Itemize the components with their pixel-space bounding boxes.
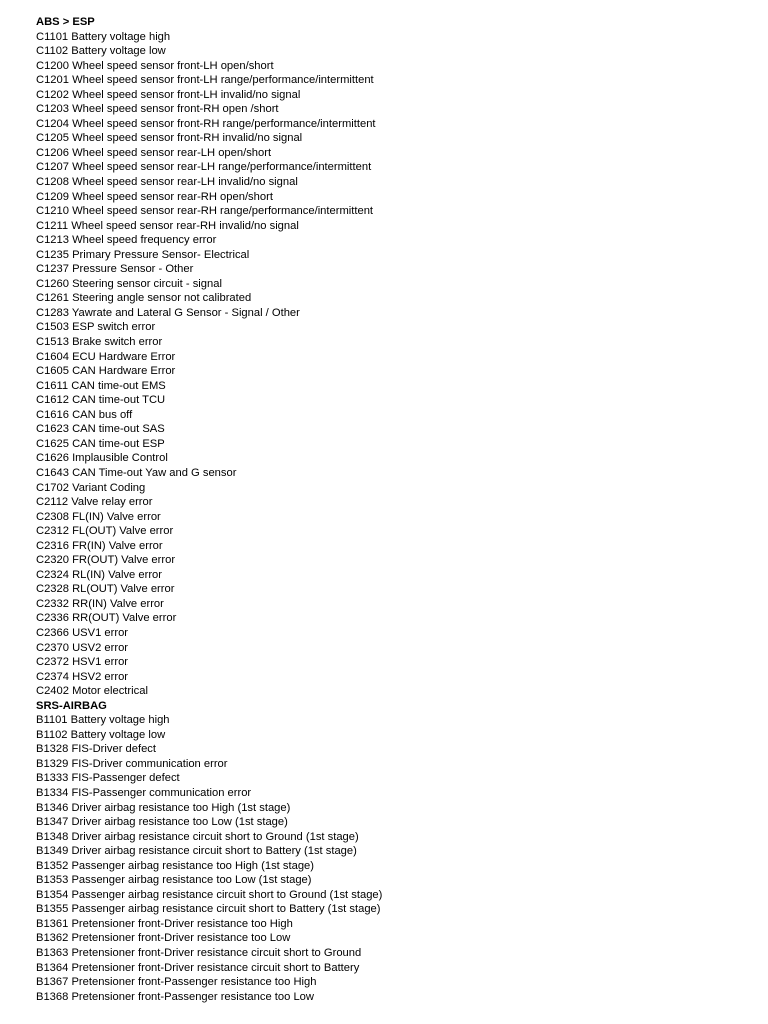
code-line: C1205 Wheel speed sensor front-RH invalid/no signal	[36, 132, 303, 145]
code-line: C1503 ESP switch error	[36, 321, 156, 334]
code-line: C1616 CAN bus off	[36, 408, 133, 421]
code-line: C2366 USV1 error	[36, 626, 129, 639]
code-line: C1203 Wheel speed sensor front-RH open /short	[36, 103, 279, 116]
code-line: C2308 FL(IN) Valve error	[36, 510, 161, 523]
code-line: C2372 HSV1 error	[36, 656, 129, 669]
code-line: B1329 FIS-Driver communication error	[36, 757, 228, 770]
code-line: C2328 RL(OUT) Valve error	[36, 583, 175, 596]
code-line: C2312 FL(OUT) Valve error	[36, 525, 174, 538]
code-line: C1213 Wheel speed frequency error	[36, 234, 217, 247]
code-line: B1102 Battery voltage low	[36, 728, 166, 741]
code-line: C2112 Valve relay error	[36, 496, 153, 509]
code-line: C1206 Wheel speed sensor rear-LH open/short	[36, 146, 272, 159]
code-line: B1349 Driver airbag resistance circuit short to Battery (1st stage)	[36, 845, 357, 858]
code-list	[36, 713, 756, 1004]
code-line: B1354 Passenger airbag resistance circuit short to Ground (1st stage)	[36, 888, 383, 901]
code-line: C1210 Wheel speed sensor rear-RH range/performance/intermittent	[36, 205, 374, 218]
code-list-document	[36, 15, 756, 1004]
code-line: C1235 Primary Pressure Sensor- Electrical	[36, 248, 250, 261]
code-line: C1283 Yawrate and Lateral G Sensor - Signal / Other	[36, 306, 300, 319]
code-line: C2316 FR(IN) Valve error	[36, 539, 163, 552]
code-line: C1202 Wheel speed sensor front-LH invalid/no signal	[36, 88, 301, 101]
code-line: C1209 Wheel speed sensor rear-RH open/short	[36, 190, 273, 203]
code-line: C2402 Motor electrical	[36, 685, 148, 698]
code-line: C1604 ECU Hardware Error	[36, 350, 176, 363]
code-line: C1612 CAN time-out TCU	[36, 394, 166, 407]
code-line: C1101 Battery voltage high	[36, 30, 171, 43]
section-srs-airbag	[36, 699, 756, 1004]
code-line: B1334 FIS-Passenger communication error	[36, 786, 252, 799]
code-line: C1260 Steering sensor circuit - signal	[36, 277, 222, 290]
code-line: B1348 Driver airbag resistance circuit short to Ground (1st stage)	[36, 830, 359, 843]
code-line: B1347 Driver airbag resistance too Low (1st stage)	[36, 816, 288, 829]
code-line: B1355 Passenger airbag resistance circuit short to Battery (1st stage)	[36, 903, 381, 916]
code-line: B1346 Driver airbag resistance too High (1st stage)	[36, 801, 291, 814]
code-line: C1200 Wheel speed sensor front-LH open/short	[36, 59, 274, 72]
code-line: B1333 FIS-Passenger defect	[36, 772, 180, 785]
code-line: C1208 Wheel speed sensor rear-LH invalid/no signal	[36, 176, 298, 189]
code-line: B1363 Pretensioner front-Driver resistance circuit short to Ground	[36, 947, 362, 959]
code-list	[36, 30, 756, 699]
code-line: B1352 Passenger airbag resistance too High (1st stage)	[36, 859, 314, 872]
code-line: B1367 Pretensioner front-Passenger resistance too High	[36, 976, 317, 989]
section-heading: ABS > ESP	[36, 16, 95, 28]
code-line: C1611 CAN time-out EMS	[36, 379, 166, 392]
code-line: B1361 Pretensioner front-Driver resistance too High	[36, 917, 293, 930]
section-heading: SRS-AIRBAG	[36, 699, 107, 712]
code-line: C1623 CAN time-out SAS	[36, 423, 165, 436]
code-line: C1207 Wheel speed sensor rear-LH range/performance/intermittent	[36, 161, 372, 174]
code-line: C2324 RL(IN) Valve error	[36, 568, 163, 581]
code-line: C1201 Wheel speed sensor front-LH range/performance/intermittent	[36, 74, 374, 87]
code-line: B1368 Pretensioner front-Passenger resistance too Low	[36, 990, 314, 1003]
code-line: C2336 RR(OUT) Valve error	[36, 612, 177, 625]
code-line: C1261 Steering angle sensor not calibrated	[36, 292, 252, 305]
code-line: C1605 CAN Hardware Error	[36, 365, 176, 378]
code-line: C1643 CAN Time-out Yaw and G sensor	[36, 466, 237, 479]
code-line: C2320 FR(OUT) Valve error	[36, 554, 176, 567]
code-line: B1362 Pretensioner front-Driver resistance too Low	[36, 932, 291, 945]
code-line: C1626 Implausible Control	[36, 452, 168, 465]
code-line: C1211 Wheel speed sensor rear-RH invalid/no signal	[36, 219, 299, 232]
code-line: B1353 Passenger airbag resistance too Low (1st stage)	[36, 874, 312, 887]
code-line: B1328 FIS-Driver defect	[36, 743, 157, 756]
code-line: C2370 USV2 error	[36, 641, 129, 654]
section-abs-esp	[36, 15, 756, 699]
code-line: C2332 RR(IN) Valve error	[36, 597, 164, 610]
code-line: C2374 HSV2 error	[36, 670, 129, 683]
code-line: C1237 Pressure Sensor - Other	[36, 263, 194, 276]
code-line: B1101 Battery voltage high	[36, 714, 170, 727]
code-line: B1364 Pretensioner front-Driver resistance circuit short to Battery	[36, 961, 360, 974]
code-line: C1625 CAN time-out ESP	[36, 437, 165, 450]
code-line: C1102 Battery voltage low	[36, 45, 166, 58]
code-line: C1204 Wheel speed sensor front-RH range/performance/intermittent	[36, 117, 376, 130]
code-line: C1702 Variant Coding	[36, 481, 146, 494]
code-line: C1513 Brake switch error	[36, 336, 163, 349]
